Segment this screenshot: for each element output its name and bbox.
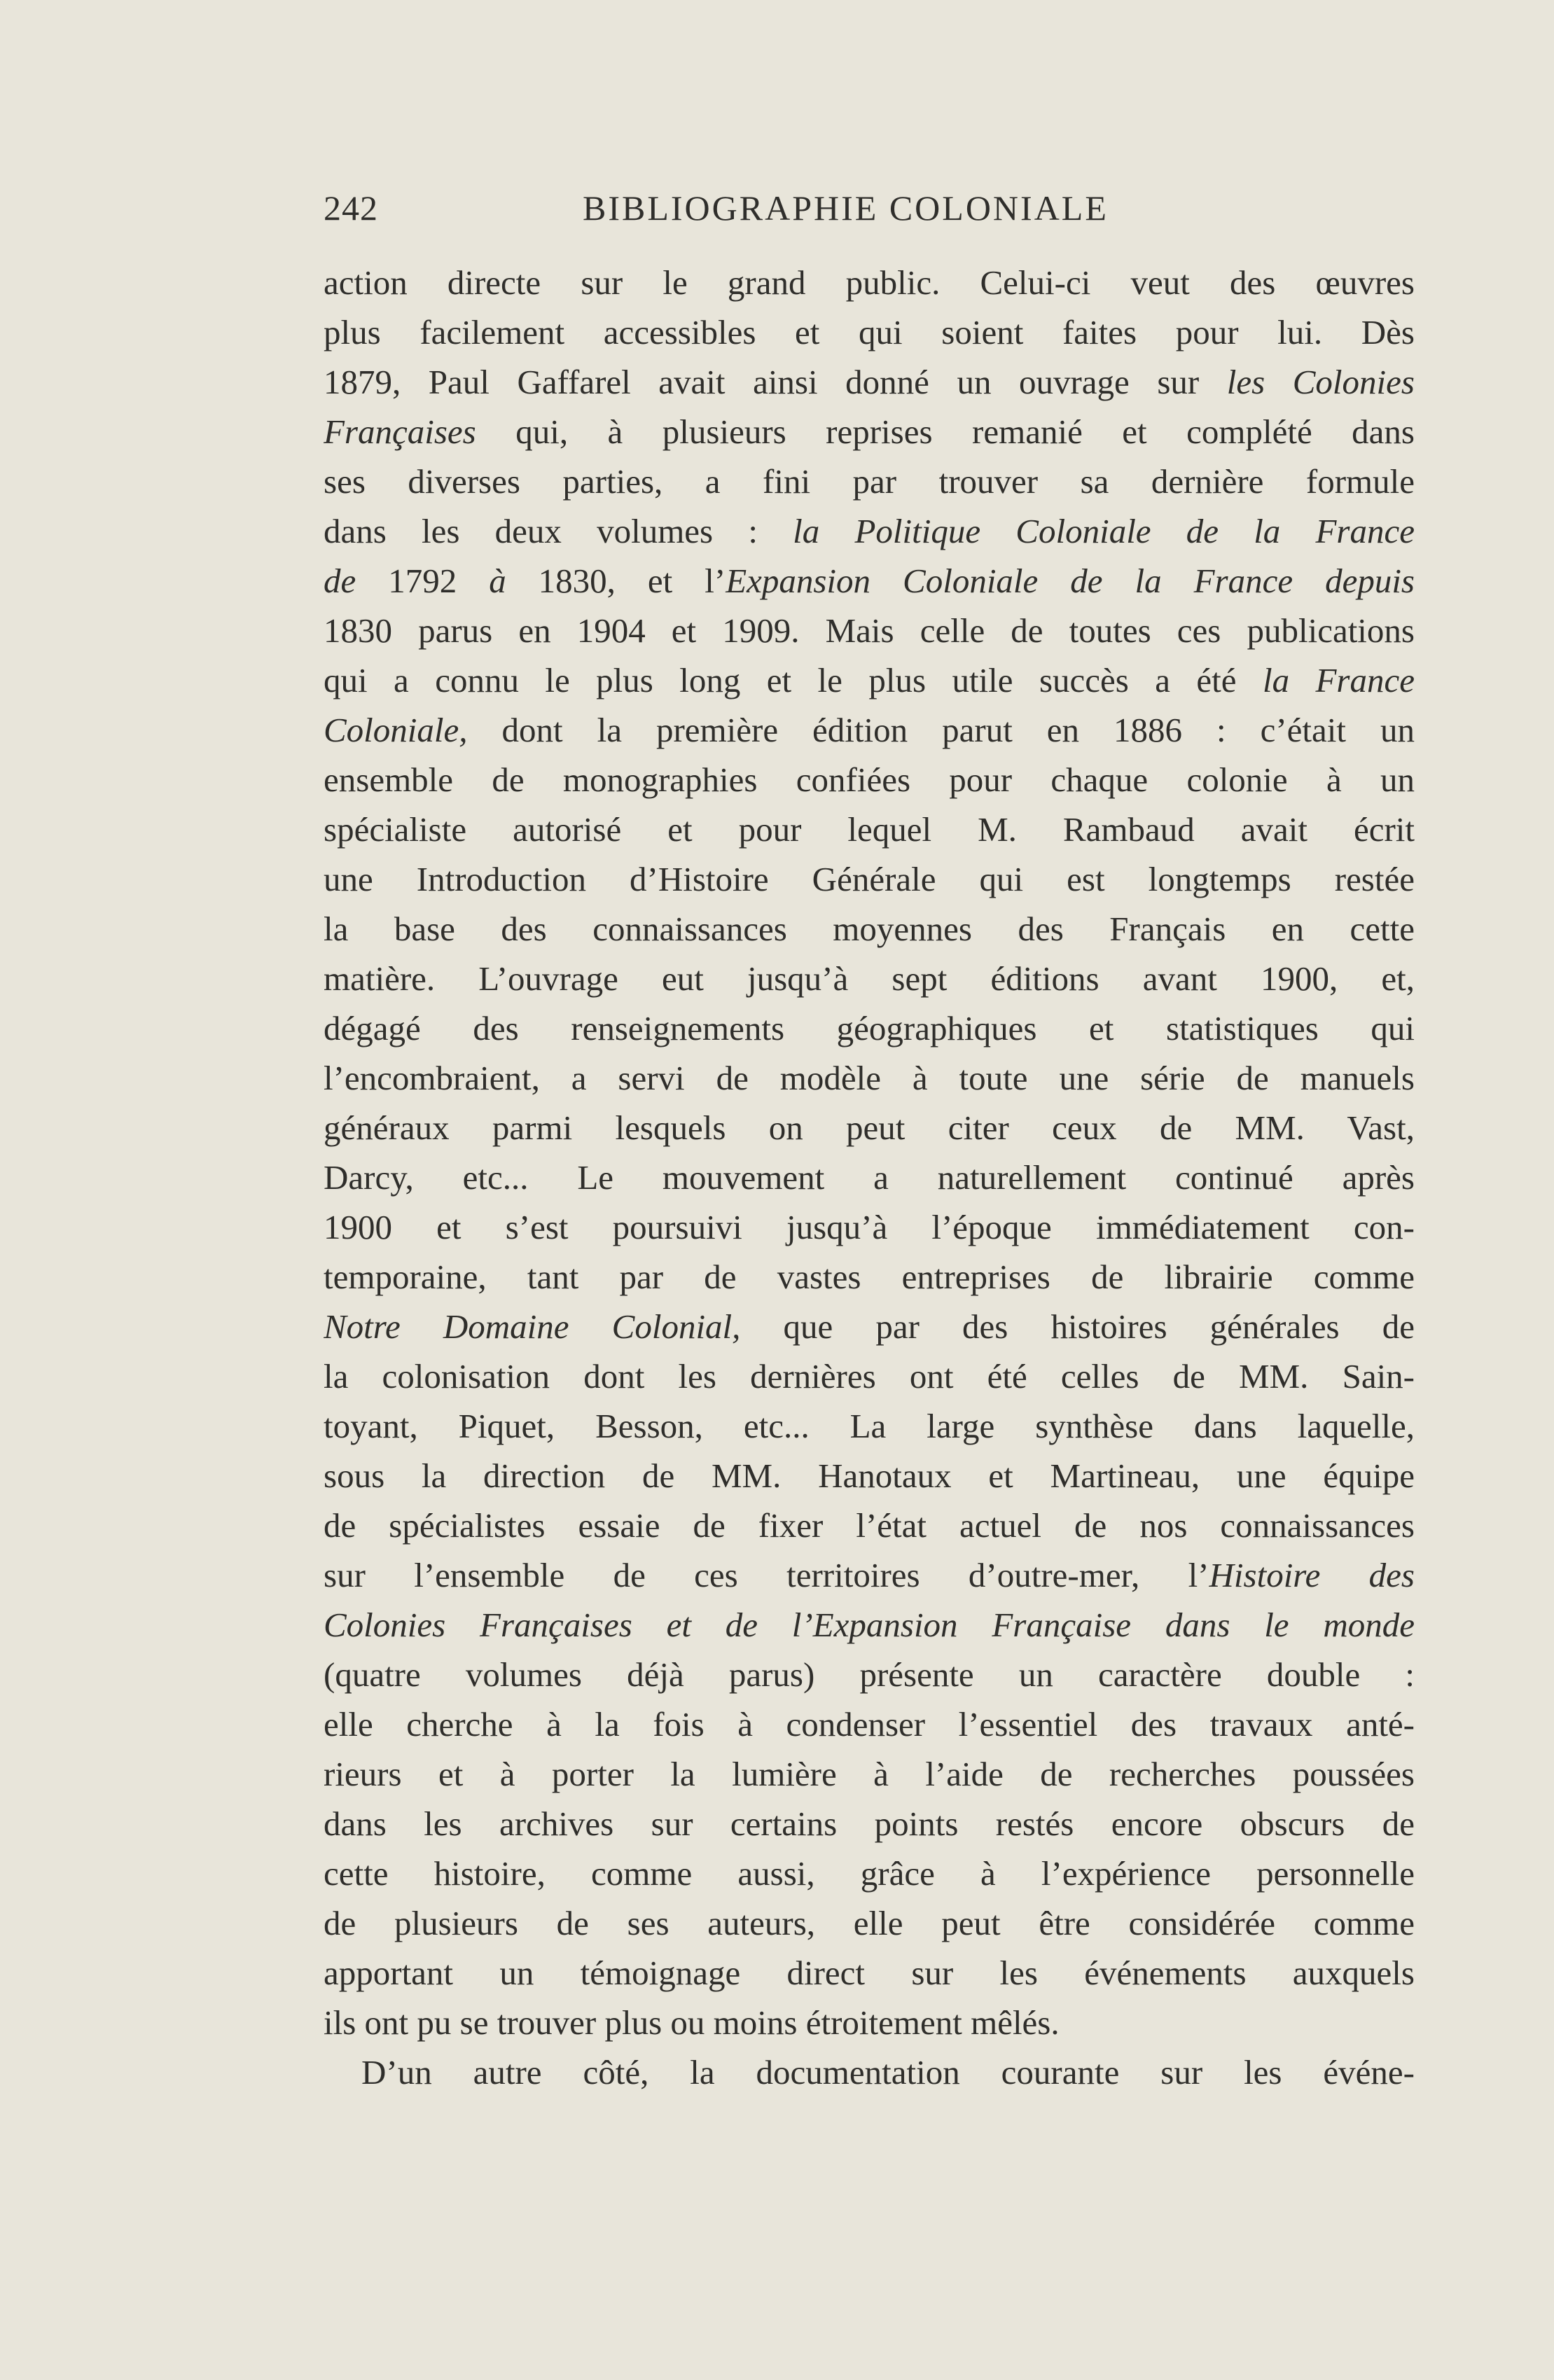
italic-title-segment: les Colonies [1226, 363, 1415, 401]
text-segment: une Introduction d’Histoire Générale qui est longtemps restée [324, 860, 1415, 898]
text-segment: qui a connu le plus long et le plus utile succès a été [324, 661, 1263, 700]
italic-title-segment: Expansion Coloniale de la France depuis [726, 562, 1415, 600]
text-line [324, 1401, 1415, 1451]
italic-title-segment: la France [1262, 661, 1415, 700]
text-line [324, 954, 1415, 1003]
text-segment: matière. L’ouvrage eut jusqu’à sept éditions avant 1900, et, [324, 959, 1415, 998]
text-segment: toyant, Piquet, Besson, etc... La large synthèse dans laquelle, [324, 1407, 1415, 1445]
text-line [324, 1600, 1415, 1650]
italic-title-segment: la Politique Coloniale de la France [793, 512, 1415, 550]
text-line [324, 1153, 1415, 1202]
text-line [324, 1103, 1415, 1153]
text-line [324, 755, 1415, 805]
running-head: BIBLIOGRAPHIE COLONIALE [583, 188, 1109, 228]
text-segment: dans les archives sur certains points restés encore obscurs de [324, 1804, 1415, 1843]
text-segment: action directe sur le grand public. Celui-ci veut des œuvres [324, 263, 1415, 302]
text-segment: de spécialistes essaie de fixer l’état actuel de nos connaissances [324, 1506, 1415, 1545]
text-line [324, 457, 1415, 506]
text-line [324, 854, 1415, 904]
text-line [324, 258, 1415, 307]
text-segment: dans les deux volumes : [324, 512, 793, 550]
text-line [324, 1202, 1415, 1252]
text-segment: l’encombraient, a servi de modèle à toute une série de manuels [324, 1059, 1415, 1097]
text-segment: Darcy, etc... Le mouvement a naturellement continué après [324, 1158, 1415, 1197]
italic-title-segment: Histoire des [1209, 1556, 1415, 1594]
text-segment: sous la direction de MM. Hanotaux et Martineau, une équipe [324, 1456, 1415, 1495]
text-segment: spécialiste autorisé et pour lequel M. Rambaud avait écrit [324, 810, 1415, 849]
text-segment: (quatre volumes déjà parus) présente un caractère double : [324, 1655, 1415, 1694]
text-line [324, 606, 1415, 655]
text-segment: dont la première édition parut en 1886 : c’était un [467, 711, 1415, 749]
italic-title-segment: Coloniale, [324, 711, 468, 749]
text-line [324, 1053, 1415, 1103]
italic-title-segment: de [324, 562, 356, 600]
page-number: 242 [324, 188, 378, 228]
text-segment: elle cherche à la fois à condenser l’essentiel des travaux anté- [324, 1705, 1415, 1744]
text-segment: rieurs et à porter la lumière à l’aide de recherches poussées [324, 1755, 1415, 1793]
text-segment: sur l’ensemble de ces territoires d’outre-mer, l’ [324, 1556, 1209, 1594]
text-line [324, 407, 1415, 457]
text-line [324, 357, 1415, 407]
text-line [324, 1650, 1415, 1699]
text-segment: temporaine, tant par de vastes entreprises de librairie comme [324, 1258, 1415, 1296]
text-segment: dégagé des renseignements géographiques et statistiques qui [324, 1009, 1415, 1048]
text-segment: 1879, Paul Gaffarel avait ainsi donné un ouvrage sur [324, 363, 1227, 401]
text-line [324, 2047, 1415, 2097]
body-text [324, 258, 1415, 2097]
text-segment: la base des connaissances moyennes des Français en cette [324, 910, 1415, 948]
text-segment: 1830, et l’ [506, 562, 726, 600]
text-line [324, 1799, 1415, 1849]
text-segment: ils ont pu se trouver plus ou moins étroitement mêlés. [324, 2003, 1060, 2042]
text-line [324, 1948, 1415, 1998]
text-line [324, 506, 1415, 556]
text-line [324, 556, 1415, 606]
text-line [324, 1252, 1415, 1302]
italic-title-segment: Françaises [324, 412, 476, 451]
text-segment: que par des histoires générales de [740, 1307, 1415, 1346]
text-segment: la colonisation dont les dernières ont été celles de MM. Sain- [324, 1357, 1415, 1396]
italic-title-segment: à [489, 562, 506, 600]
text-line [324, 307, 1415, 357]
text-segment: 1900 et s’est poursuivi jusqu’à l’époque immédiatement con- [324, 1208, 1415, 1246]
text-line [324, 1550, 1415, 1600]
page-header [324, 188, 1416, 232]
text-segment: plus facilement accessibles et qui soient faites pour lui. Dès [324, 313, 1415, 352]
text-line [324, 1501, 1415, 1550]
text-line [324, 705, 1415, 755]
text-line [324, 1898, 1415, 1948]
text-line [324, 1699, 1415, 1749]
text-line [324, 1302, 1415, 1351]
text-line [324, 655, 1415, 705]
text-line [324, 1003, 1415, 1053]
text-line [324, 1849, 1415, 1898]
text-segment: ses diverses parties, a fini par trouver sa dernière formule [324, 462, 1415, 501]
text-line [324, 1998, 1415, 2047]
text-segment: cette histoire, comme aussi, grâce à l’expérience personnelle [324, 1854, 1415, 1893]
text-segment: D’un autre côté, la documentation courante sur les événe- [361, 2053, 1415, 2092]
text-segment: de plusieurs de ses auteurs, elle peut être considérée comme [324, 1904, 1415, 1942]
italic-title-segment: Colonies Françaises et de l’Expansion Française dans le monde [324, 1606, 1415, 1644]
text-segment: 1830 parus en 1904 et 1909. Mais celle de toutes ces publications [324, 611, 1415, 650]
text-line [324, 1749, 1415, 1799]
text-segment: généraux parmi lesquels on peut citer ceux de MM. Vast, [324, 1108, 1415, 1147]
text-segment: ensemble de monographies confiées pour chaque colonie à un [324, 760, 1415, 799]
text-segment: 1792 [356, 562, 490, 600]
text-line [324, 1351, 1415, 1401]
text-line [324, 1451, 1415, 1501]
text-line [324, 805, 1415, 854]
text-line [324, 904, 1415, 954]
italic-title-segment: Notre Domaine Colonial, [324, 1307, 741, 1346]
text-segment: apportant un témoignage direct sur les événements auxquels [324, 1954, 1415, 1992]
text-segment: qui, à plusieurs reprises remanié et complété dans [476, 412, 1415, 451]
